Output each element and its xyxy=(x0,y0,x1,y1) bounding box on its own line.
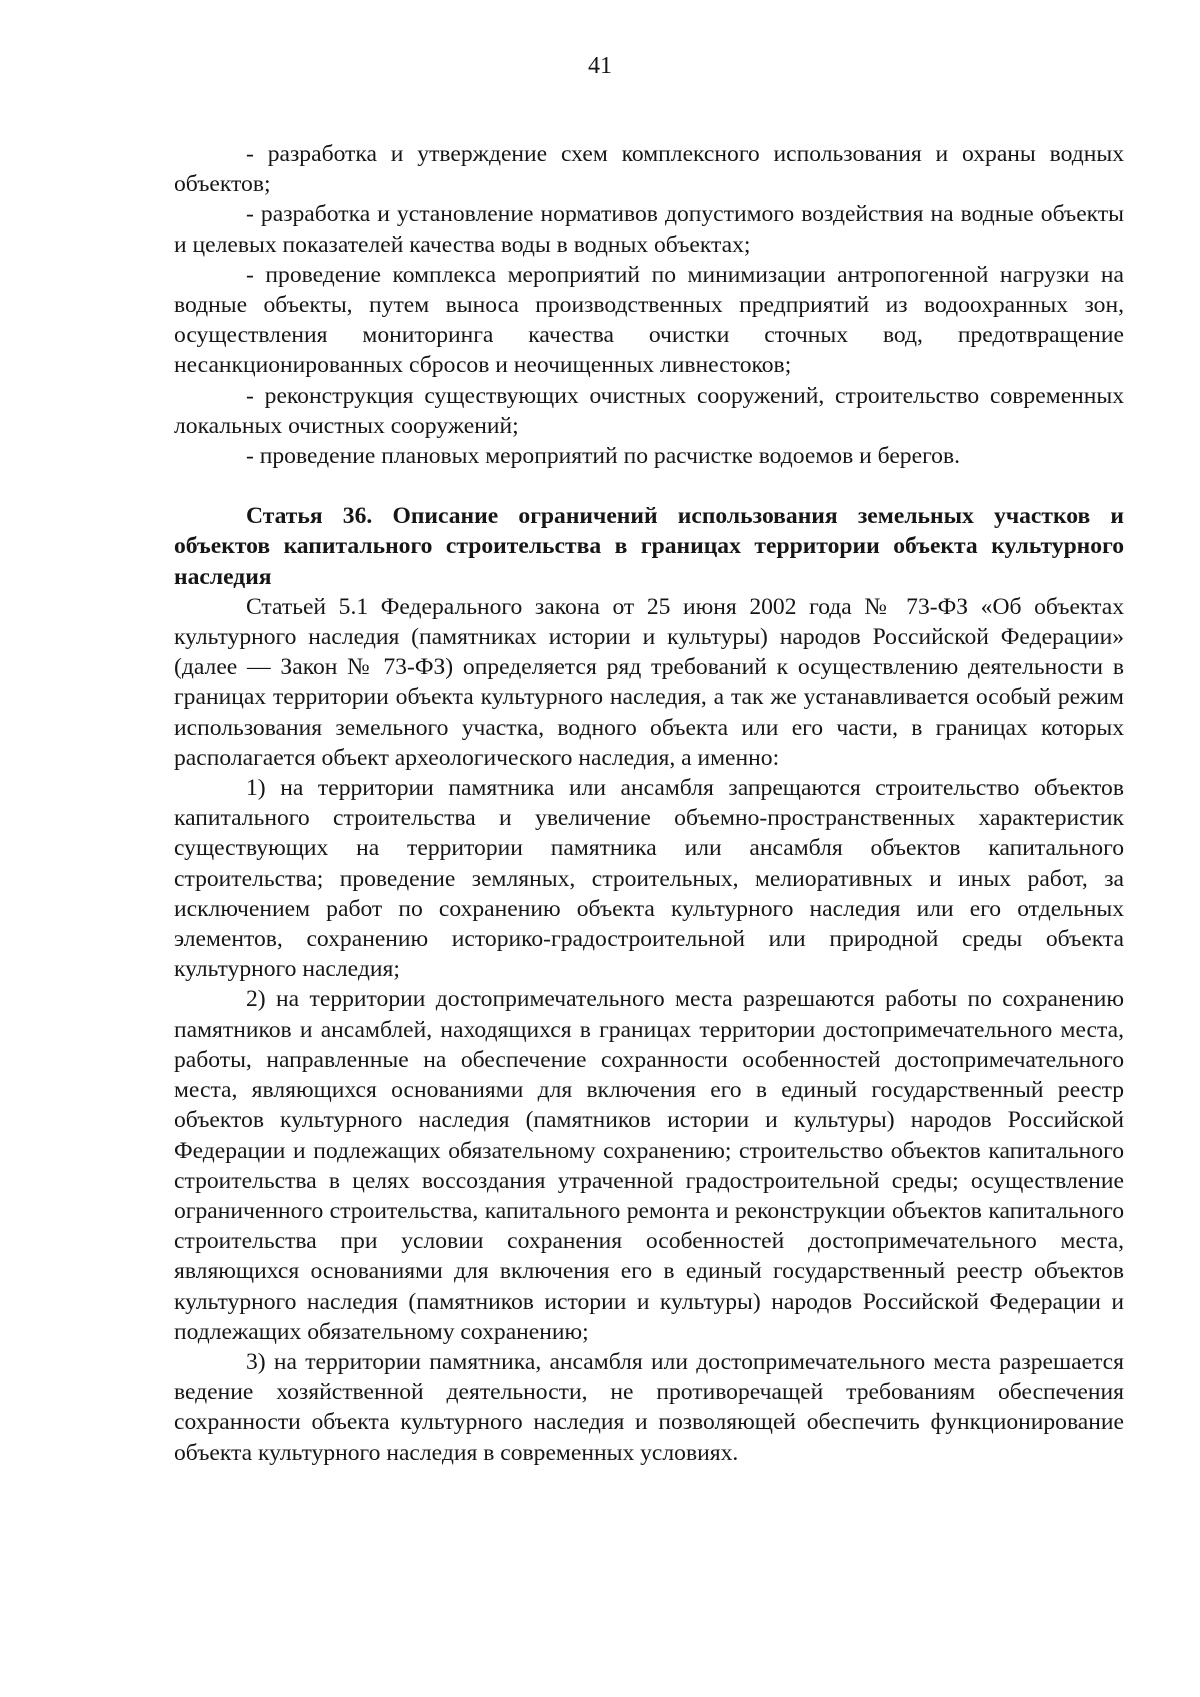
list-item: - проведение плановых мероприятий по расчистке водоемов и берегов. xyxy=(246,443,960,470)
list-item: - разработка и установление нормативов допустимого воздействия на водные объекты и целевых показателей качества воды в водных объектах; xyxy=(174,201,1124,258)
article-heading: Статья 36. Описание ограничений использования земельных участков и объектов капитального строительства в границах территории объекта культурного наследия xyxy=(174,503,1124,590)
article-intro: Статьей 5.1 Федерального закона от 25 июня 2002 года № 73-ФЗ «Об объектах культурного наследия (памятниках истории и культуры) народов Российской Федерации» (далее — Закон № 73-ФЗ) определяется ряд требований к осуществлению деятельности в границах территории объекта культурного наследия, а так же устанавливается особый режим использования земельного участка, водного объекта или его части, в границах которых располагается объект археологического наследия, а именно: xyxy=(174,593,1124,771)
list-item: - разработка и утверждение схем комплексного использования и охраны водных объектов; xyxy=(174,141,1124,198)
article-item: 3) на территории памятника, ансамбля или достопримечательного места разрешается ведение хозяйственной деятельности, не противоречащей требованиям обеспечения сохранности объекта культурного наследия и позволяющей обеспечить функционирование объекта культурного наследия в современных условиях. xyxy=(174,1348,1124,1466)
document-body xyxy=(174,139,1124,1468)
article-item: 1) на территории памятника или ансамбля запрещаются строительство объектов капитального строительства и увеличение объемно-пространственных характеристик существующих на территории памятника или ансамбля объектов капитального строительства; проведение земляных, строительных, мелиоративных и иных работ, за исключением работ по сохранению объекта культурного наследия или его отдельных элементов, сохранению историко-градостроительной или природной среды объекта культурного наследия; xyxy=(174,775,1124,983)
list-item: - реконструкция существующих очистных сооружений, строительство современных локальных очистных сооружений; xyxy=(174,382,1124,439)
page-number: 41 xyxy=(588,53,612,79)
list-item: - проведение комплекса мероприятий по минимизации антропогенной нагрузки на водные объекты, путем выноса производственных предприятий из водоохранных зон, осуществления мониторинга качества очистки сточных вод, предотвращение несанкционированных сбросов и неочищенных ливнестоков; xyxy=(174,261,1124,379)
article-item: 2) на территории достопримечательного места разрешаются работы по сохранению памятников и ансамблей, находящихся в границах территории достопримечательного места, работы, направленные на обеспечение сохранности особенностей достопримечательного места, являющихся основаниями для включения его в единый государственный реестр объектов культурного наследия (памятников истории и культуры) народов Российской Федерации и подлежащих обязательному сохранению; строительство объектов капитального строительства в целях воссоздания утраченной градостроительной среды; осуществление ограниченного строительства, капитального ремонта и реконструкции объектов капитального строительства при условии сохранения особенностей достопримечательного места, являющихся основаниями для включения его в единый государственный реестр объектов культурного наследия (памятников истории и культуры) народов Российской Федерации и подлежащих обязательному сохранению; xyxy=(174,986,1124,1345)
